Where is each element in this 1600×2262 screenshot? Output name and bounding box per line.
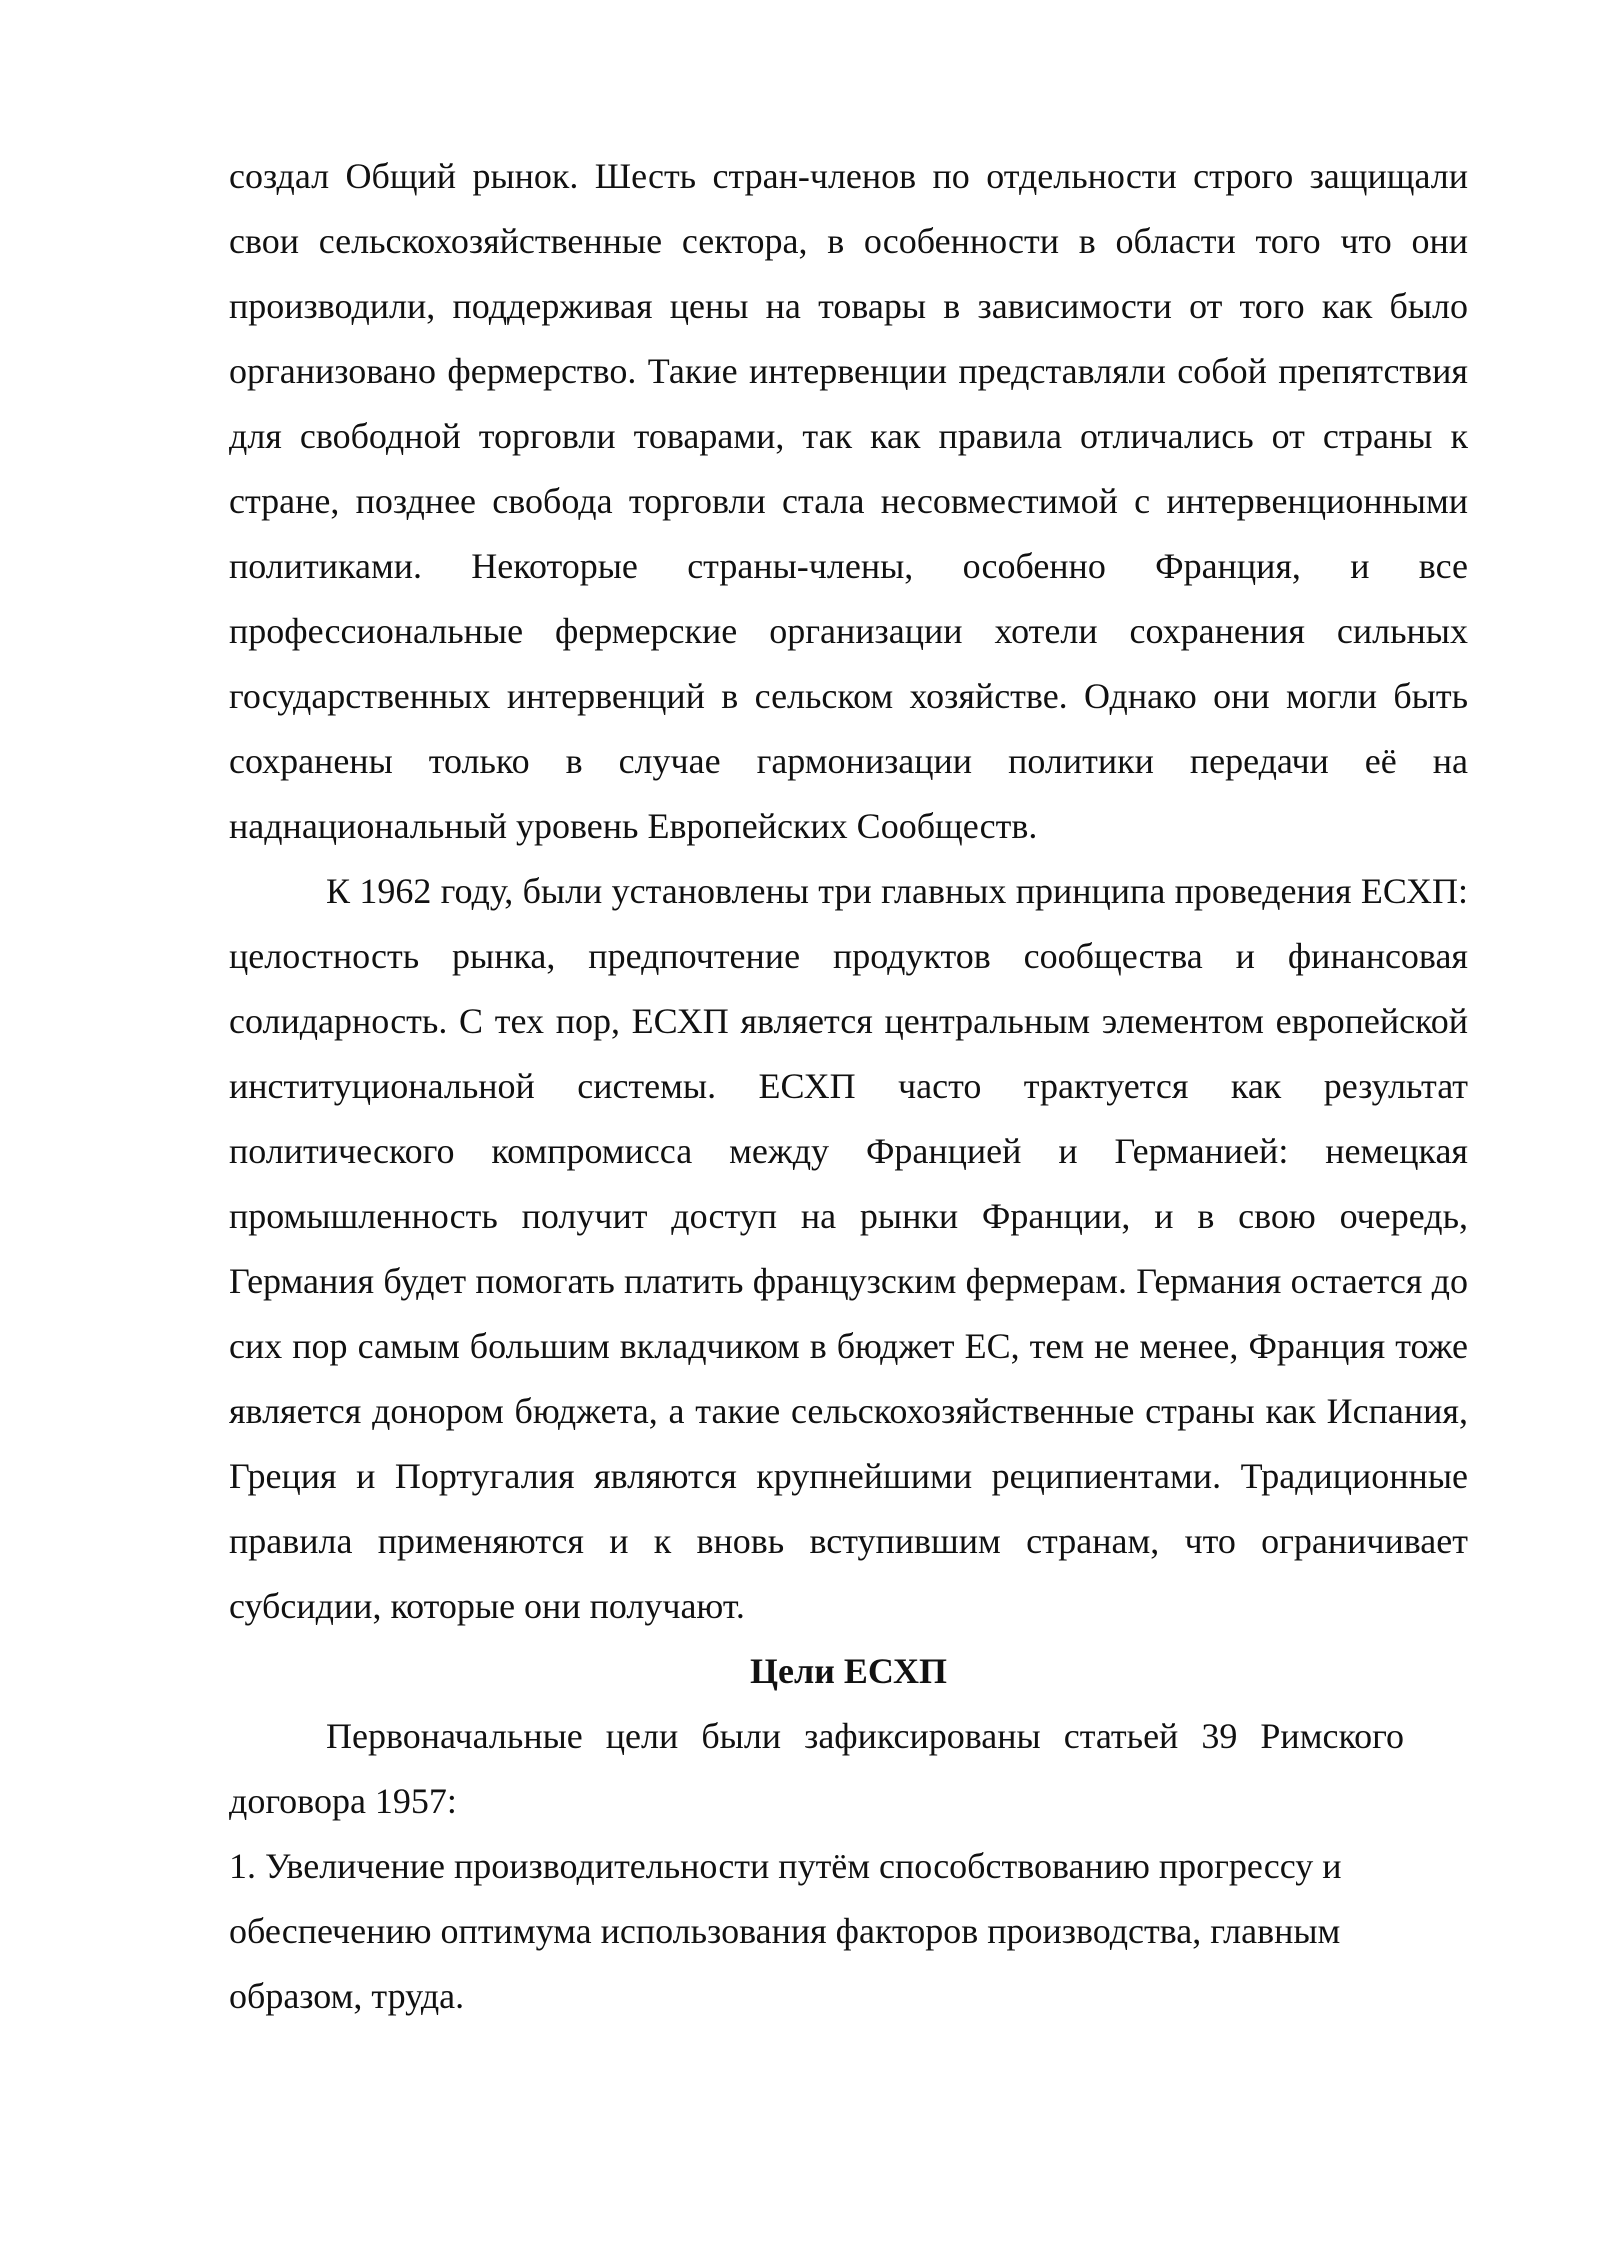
body-paragraph-1962-principles: К 1962 году, были установлены три главных принципа проведения ЕСХП: целостность рынка, предпочтение продуктов сообщества и финансовая солидарность. С тех пор, ЕСХП является центральным элементом европейской институциональной системы. ЕСХП часто трактуется как результат политического компромисса между Францией и Германией: немецкая промышленность получит доступ на рынки Франции, и в свою очередь, Германия будет помогать платить французским фермерам. Германия остается до сих пор самым большим вкладчиком в бюджет ЕС, тем не менее, Франция тоже является донором бюджета, а такие сельскохозяйственные страны как Испания, Греция и Португалия являются крупнейшими реципиентами. Традиционные правила применяются и к вновь вступившим странам, что ограничивает субсидии, которые они получают. xyxy=(229,871,1468,1626)
section-heading: Цели ЕСХП xyxy=(750,1651,947,1691)
list-item-productivity: 1. Увеличение производительности путём способствованию прогрессу и обеспечению оптимума использования факторов производства, главным образом, труда. xyxy=(229,1846,1342,2016)
document-body xyxy=(229,144,1468,2029)
body-paragraph-original-goals: Первоначальные цели были зафиксированы статьей 39 Римского договора 1957: xyxy=(229,1716,1404,1821)
body-paragraph-common-market: создал Общий рынок. Шесть стран-членов по отдельности строго защищали свои сельскохозяйственные сектора, в особенности в области того что они производили, поддерживая цены на товары в зависимости от того как было организовано фермерство. Такие интервенции представляли собой препятствия для свободной торговли товарами, так как правила отличались от страны к стране, позднее свобода торговли стала несовместимой с интервенционными политиками. Некоторые страны-члены, особенно Франция, и все профессиональные фермерские организации хотели сохранения сильных государственных интервенций в сельском хозяйстве. Однако они могли быть сохранены только в случае гармонизации политики передачи её на наднациональный уровень Европейских Сообществ. xyxy=(229,156,1468,846)
